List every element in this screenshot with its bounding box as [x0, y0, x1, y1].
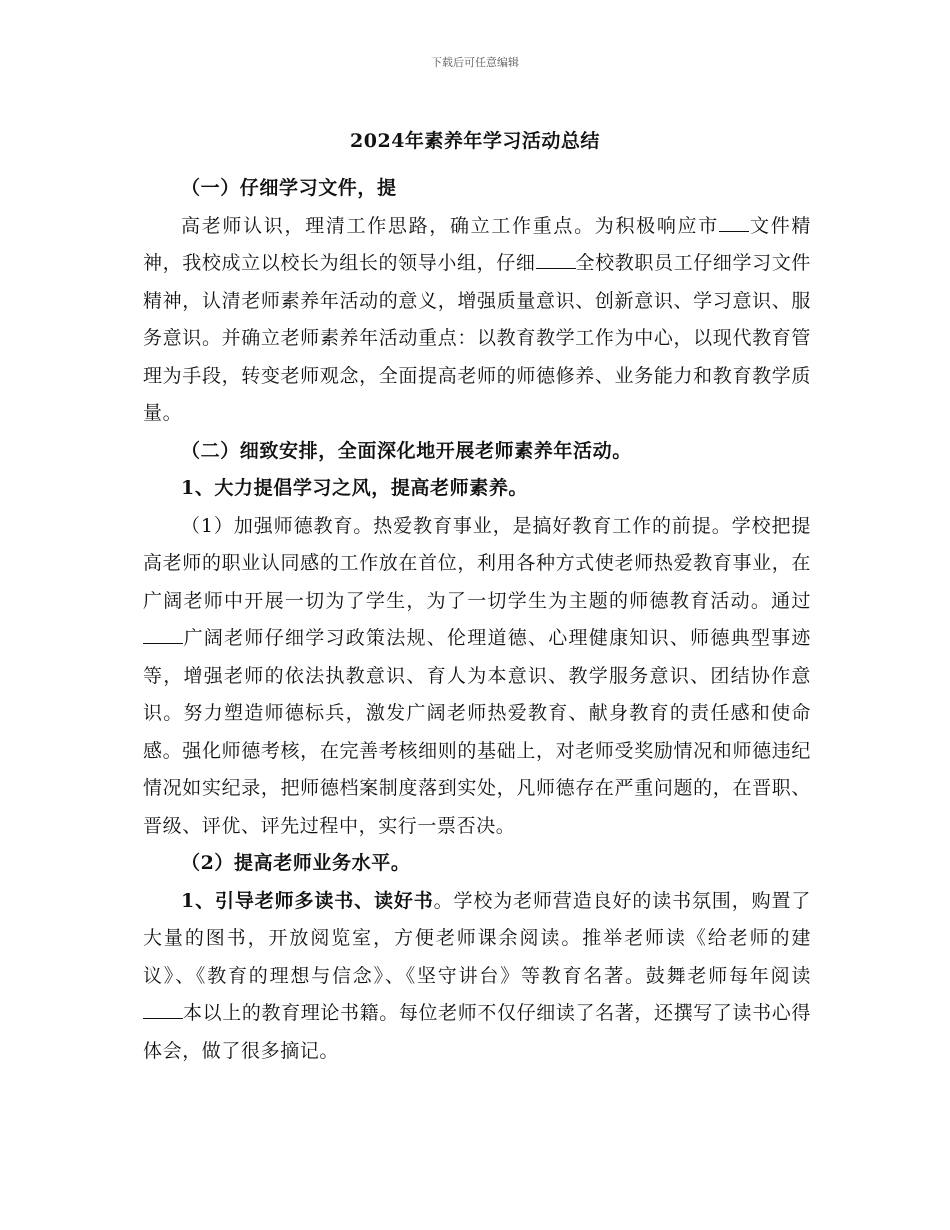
subsection-heading-2: （2）提高老师业务水平。 [181, 852, 411, 874]
paragraph-3 [143, 883, 811, 1071]
paragraph-1-part-a: 高老师认识，理清工作思路，确立工作重点。为积极响应市 [181, 214, 719, 237]
blank-underline [143, 624, 183, 644]
paragraph-2 [143, 508, 811, 846]
section-heading-1: （一）仔细学习文件，提 [181, 177, 397, 199]
section-heading-2: （二）细致安排，全面深化地开展老师素养年活动。 [181, 439, 632, 462]
paragraph-1-part-b: 文件精神，我校成立以校长为组长的领导小组，仔细 [143, 214, 811, 274]
blank-underline [536, 249, 576, 269]
paragraph-1 [143, 208, 811, 433]
paragraph-3-part-a: 。学校为老师营造良好的读书氛围，购置了大量的图书，开放阅览室，方便老师课余阅读。推举老师读《给老师的建议》、《教育的理想与信念》、《坚守讲台》等教育名著。鼓舞老师每年阅读 [143, 889, 811, 987]
document-title: 2024年素养年学习活动总结 [350, 130, 600, 152]
paragraph-2-part-a: （1）加强师德教育。热爱教育事业，是搞好教育工作的前提。学校把提高老师的职业认同感的工作放在首位，利用各种方式使老师热爱教育事业，在广阔老师中开展一切为了学生，为了一切学生为主题的师德教育活动。通过 [143, 514, 811, 612]
paragraph-3-part-b: 本以上的教育理论书籍。每位老师不仅仔细读了名著，还撰写了读书心得体会，做了很多摘记。 [143, 1002, 811, 1062]
paragraph-3-lead: 1、引导老师多读书、读好书 [181, 889, 434, 912]
paragraph-1-part-c: 全校教职员工仔细学习文件精神，认清老师素养年活动的意义，增强质量意识、创新意识、学习意识、服务意识。并确立老师素养年活动重点：以教育教学工作为中心，以现代教育管理为手段，转变老师观念，全面提高老师的师德修养、业务能力和教育教学质量。 [143, 252, 811, 424]
paragraph-2-part-b: 广阔老师仔细学习政策法规、伦理道德、心理健康知识、师德典型事迹等，增强老师的依法执教意识、育人为本意识、教学服务意识、团结协作意识。努力塑造师德标兵，激发广阔老师热爱教育、献身教育的责任感和使命感。强化师德考核，在完善考核细则的基础上，对老师受奖励情况和师德违纪情况如实纪录，把师德档案制度落到实处，凡师德存在严重问题的，在晋职、晋级、评优、评先过程中，实行一票否决。 [143, 627, 811, 837]
document-body [143, 170, 811, 1070]
subsection-heading-1: 1、大力提倡学习之风，提高老师素养。 [181, 477, 529, 499]
blank-underline [143, 999, 183, 1019]
blank-underline [719, 212, 749, 232]
header-note: 下载后可任意编辑 [431, 56, 519, 69]
